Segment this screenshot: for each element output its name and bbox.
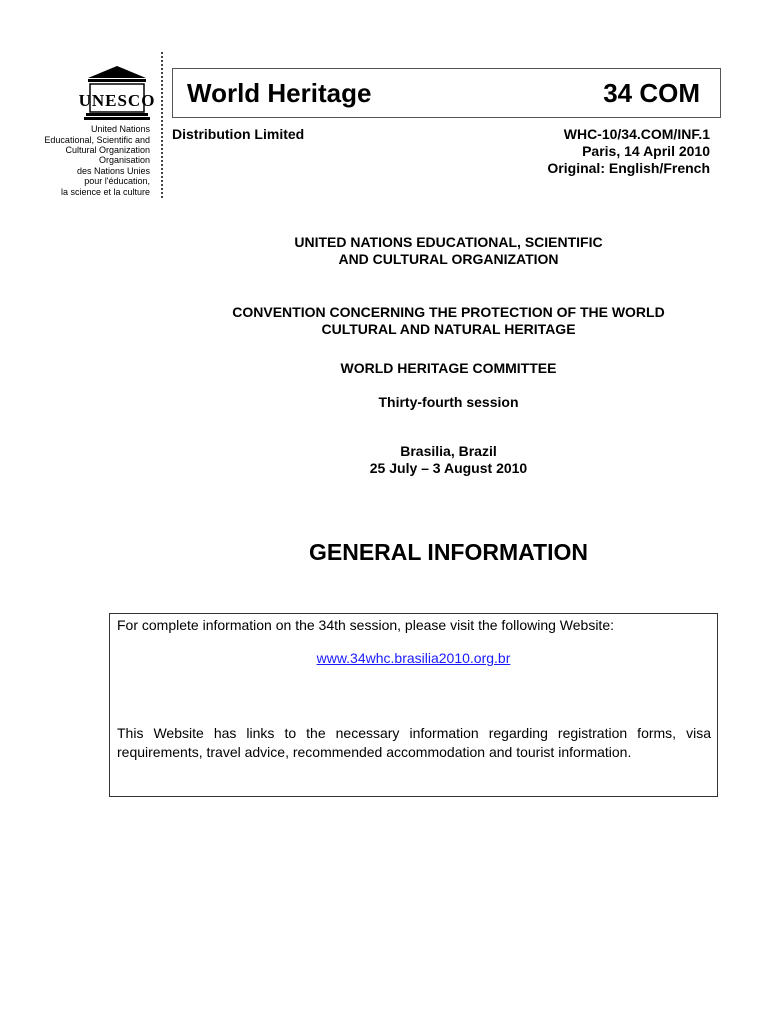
- venue-dates: [150, 443, 747, 477]
- organization-name: UNITED NATIONS EDUCATIONAL, SCIENTIFIC AND CULTURAL ORGANIZATION: [294, 234, 603, 267]
- info-description: This Website has links to the necessary information regarding registration forms, visa requirements, travel advice, recommended accommodation and tourist information.: [117, 725, 711, 760]
- website-link[interactable]: [109, 650, 718, 666]
- dates: 25 July – 3 August 2010: [369, 460, 528, 476]
- session-code: 34 COM: [603, 78, 700, 108]
- unesco-logo: [78, 64, 156, 120]
- website-link-text[interactable]: www.34whc.brasilia2010.org.br: [316, 650, 511, 666]
- document-title: World Heritage: [187, 78, 372, 108]
- place-date: Paris, 14 April 2010: [582, 143, 710, 159]
- dotted-separator: [161, 52, 163, 198]
- session-name: Thirty-fourth session: [378, 394, 519, 410]
- document-number: WHC-10/34.COM/INF.1: [563, 126, 710, 142]
- logo-english-name: United Nations Educational, Scientific and Cultural Organization: [44, 124, 150, 155]
- distribution-label: Distribution Limited: [172, 126, 305, 142]
- committee-name: WORLD HERITAGE COMMITTEE: [340, 360, 557, 376]
- section-heading: GENERAL INFORMATION: [309, 539, 588, 565]
- unesco-wordmark: UNESCO: [78, 91, 156, 110]
- convention-name: CONVENTION CONCERNING THE PROTECTION OF THE WORLD CULTURAL AND NATURAL HERITAGE: [232, 304, 665, 337]
- logo-french-name: Organisation des Nations Unies pour l'éducation, la science et la culture: [60, 155, 150, 197]
- document-reference: [547, 126, 710, 177]
- info-box: [109, 613, 718, 797]
- venue: Brasilia, Brazil: [400, 443, 497, 459]
- info-intro: For complete information on the 34th session, please visit the following Website:: [117, 617, 614, 633]
- original-language: Original: English/French: [547, 160, 710, 176]
